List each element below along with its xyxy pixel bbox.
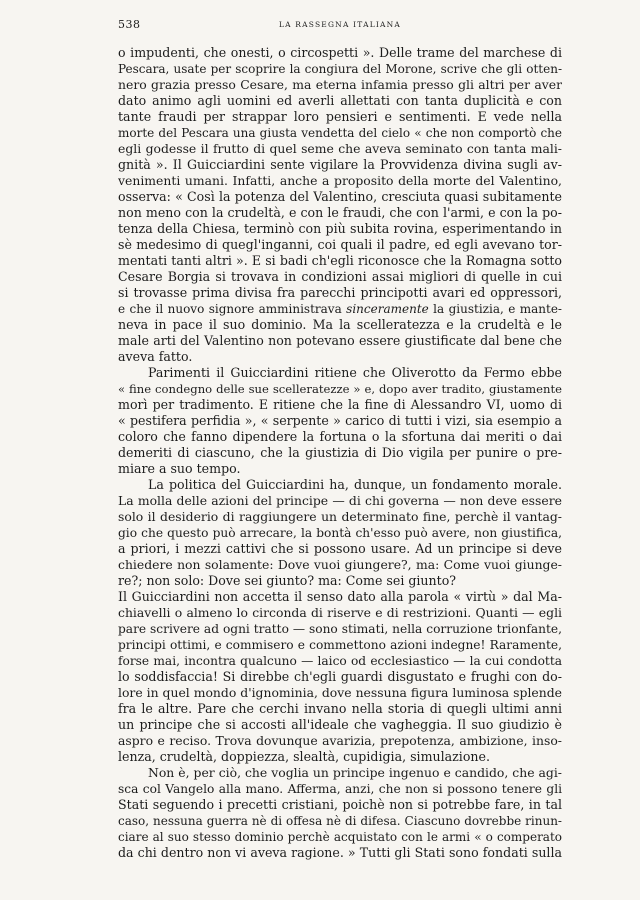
text-line: un principe che si accosti all'ideale che vagheggia. Il suo giudizio è (118, 717, 562, 732)
text-line: demeriti di ciascuno, che la giustizia di Dio vigila per punire o pre- (118, 445, 562, 460)
text-line: principi ottimi, e commisero e commettono azioni indegne! Raramente, (118, 638, 562, 652)
text-line: mentati tanti altri ». E si badi ch'egli riconosce che la Romagna sotto (118, 253, 562, 268)
text-line: gnità ». Il Guicciardini sente vigilare la Provvidenza divina sugli av- (118, 157, 562, 172)
text-line: fra le altre. Pare che cerchi invano nella storia di quegli ultimi anni (118, 701, 562, 716)
text-line: aveva fatto. (118, 349, 193, 364)
text-line: tante fraudi per strappar loro pensieri e sentimenti. E vede nella (118, 109, 562, 124)
text-line: miare a suo tempo. (118, 461, 241, 476)
text-line: re?; non solo: Dove sei giunto? ma: Come sei giunto? (118, 573, 457, 588)
text-line: forse mai, incontra qualcuno — laico od ecclesiastico — la cui condotta (118, 654, 562, 668)
text-line: da chi dentro non vi aveva ragione. » Tutti gli Stati sono fondati sulla (118, 845, 562, 860)
text-line: venimenti umani. Infatti, anche a proposito della morte del Valentino, (118, 173, 562, 188)
text-line: pare scrivere ad ogni tratto — sono stimati, nella corruzione trionfante, (118, 622, 562, 636)
text-line: aspro e reciso. Trova dovunque avarizia, prepotenza, ambizione, inso- (118, 733, 562, 748)
text-line: sè medesimo di quegl'inganni, coi quali il padre, ed egli avevano tor- (118, 237, 562, 252)
body-text (118, 45, 562, 861)
text-line: sca col Vangelo alla mano. Afferma, anzi, che non si possono tenere gli (118, 782, 562, 796)
text-line: lenza, crudeltà, doppiezza, slealtà, cupidigia, simulazione. (118, 749, 490, 764)
text-line: neva in pace il suo dominio. Ma la scelleratezza e la crudeltà e le (118, 317, 562, 332)
text-line: La molla delle azioni del principe — di chi governa — non deve essere (118, 493, 562, 508)
text-line: e che il nuovo signore amministrava sinceramente la giustizia, e mante- (118, 302, 562, 316)
text-line: nero grazia presso Cesare, ma eterna infamia presso gli altri per aver (118, 77, 562, 92)
text-line: lore in quel mondo d'ignominia, dove nessuna figura luminosa splende (118, 685, 562, 700)
text-line: Il Guicciardini non accetta il senso dato alla parola « virtù » dal Ma- (118, 589, 562, 604)
text-line: lo soddisfaccia! Si direbbe ch'egli guardi disgustato e frughi con do- (118, 669, 562, 684)
text-line: La politica del Guicciardini ha, dunque, un fondamento morale. (148, 477, 562, 492)
text-line: caso, nessuna guerra nè di offesa nè di difesa. Ciascuno dovrebbe rinun- (118, 814, 562, 828)
text-line: ciare al suo stesso dominio perchè acquistato con le armi « o comperato (118, 830, 562, 844)
text-line: Stati seguendo i precetti cristiani, poichè non si potrebbe fare, in tal (118, 797, 562, 812)
text-line: Pescara, usate per scoprire la congiura del Morone, scrive che gli otten- (118, 62, 562, 76)
text-line: « pestifera perfidia », « serpente » carico di tutti i vizi, sia esempio a (118, 413, 562, 428)
text-line: chiavelli o almeno lo circonda di riserve e di restrizioni. Quanti — egli (118, 605, 562, 620)
text-line: solo il desiderio di raggiungere un determinato fine, perchè il vantag- (118, 509, 562, 524)
text-line: non meno con la crudeltà, e con le fraudi, che con l'armi, e con la po- (118, 205, 562, 220)
text-line: gio che questo può arrecare, la bontà ch'esso può avere, non giustifica, (118, 526, 562, 540)
text-line: si trovasse prima divisa fra parecchi principotti avari ed oppressori, (118, 285, 562, 300)
text-line: « fine condegno delle sue scelleratezze » e, dopo aver tradito, giustamente (118, 382, 562, 396)
text-line: Cesare Borgia si trovava in condizioni assai migliori di quelle in cui (118, 269, 562, 284)
text-line: tenza della Chiesa, terminò con più subita rovina, esperimentando in (118, 221, 562, 236)
text-line: o impudenti, che onesti, o circospetti ». Delle trame del marchese di (118, 45, 562, 60)
text-line: dato animo agli uomini ed averli allettati con tanta duplicità e con (118, 93, 562, 108)
text-line: egli godesse il frutto di quel seme che aveva seminato con tanta mali- (118, 141, 562, 156)
page-header (118, 18, 562, 34)
text-line: male arti del Valentino non potevano essere giustificate dal bene che (118, 333, 562, 348)
text-line: morì per tradimento. E ritiene che la fine di Alessandro VI, uomo di (118, 397, 562, 412)
text-line: chiedere non solamente: Dove vuoi giungere?, ma: Come vuoi giunge- (118, 557, 562, 572)
text-line: morte del Pescara una giusta vendetta del cielo « che non comportò che (118, 126, 562, 140)
text-line: coloro che fanno dipendere la fortuna o la sfortuna dai meriti o dai (118, 429, 562, 444)
text-line: a priori, i mezzi cattivi che si possono usare. Ad un principe si deve (118, 541, 562, 556)
running-title: LA RASSEGNA ITALIANA (278, 20, 402, 29)
text-line: osserva: « Così la potenza del Valentino, cresciuta quasi subitamente (118, 189, 562, 204)
page-number: 538 (118, 18, 141, 31)
text-line: Parimenti il Guicciardini ritiene che Oliverotto da Fermo ebbe (148, 365, 562, 380)
text-line: Non è, per ciò, che voglia un principe ingenuo e candido, che agi- (148, 765, 562, 780)
